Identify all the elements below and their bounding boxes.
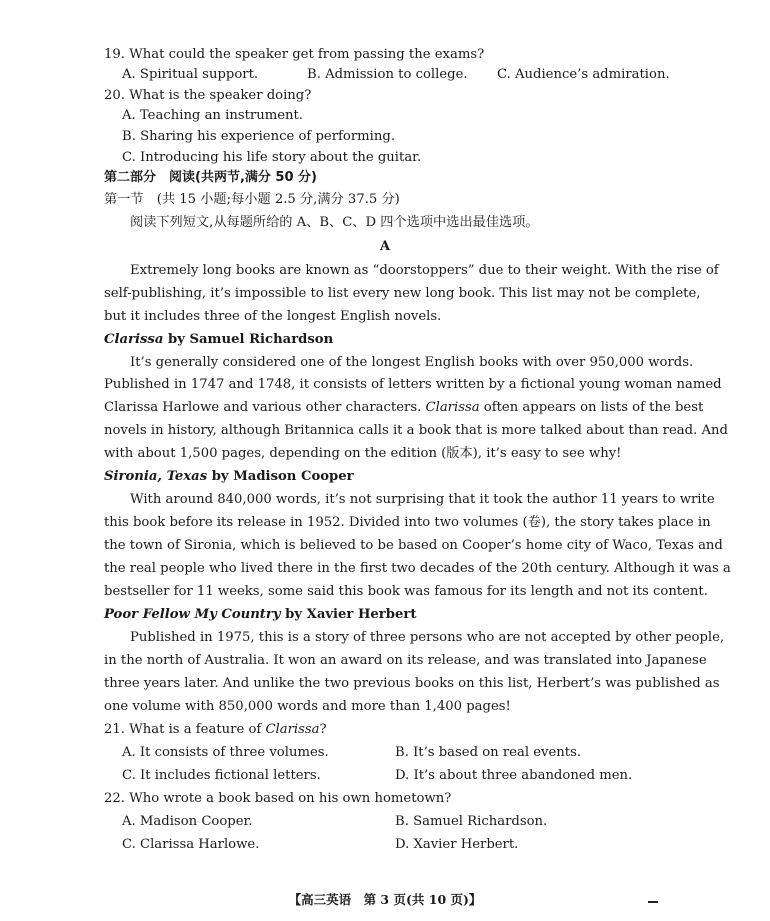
q20-option-b: B. Sharing his experience of performing. — [122, 129, 396, 144]
q21-stem-text: 21. What is a feature of — [104, 722, 266, 737]
book3-author: by Xavier Herbert — [280, 607, 417, 622]
q21-stem-italic: Clarissa — [265, 722, 320, 737]
book3-line-4: one volume with 850,000 words and more than 1,400 pages! — [104, 699, 511, 714]
passage-letter: A — [379, 239, 391, 254]
book2-line-5: bestseller for 11 weeks, some said this book was famous for its length and not its content. — [104, 584, 708, 599]
page-footer: 【高三英语 第 3 页(共 10 页)】 — [288, 892, 482, 907]
book2-line-4: the real people who lived there in the first two decades of the 20th century. Although it was a — [104, 561, 731, 576]
book3-line-1: Published in 1975, this is a story of three persons who are not accepted by other people, — [130, 630, 725, 645]
book2-title: Sironia, Texas — [104, 469, 208, 484]
book1-line-5: with about 1,500 pages, depending on the edition (版本), it’s easy to see why! — [104, 446, 622, 461]
book1-line-3-italic: Clarissa — [425, 400, 480, 415]
q21-option-c: C. It includes fictional letters. — [122, 768, 321, 783]
q19-stem: 19. What could the speaker get from passing the exams? — [104, 47, 485, 62]
q20-option-c: C. Introducing his life story about the guitar. — [122, 150, 422, 165]
q22-option-a: A. Madison Cooper. — [122, 814, 253, 829]
q22-option-c: C. Clarissa Harlowe. — [122, 837, 260, 852]
q19-option-c: C. Audience’s admiration. — [497, 67, 670, 82]
q20-stem: 20. What is the speaker doing? — [104, 88, 312, 103]
intro-line-3: but it includes three of the longest English novels. — [104, 309, 442, 324]
q19-option-b: B. Admission to college. — [307, 67, 468, 82]
q20-option-a: A. Teaching an instrument. — [122, 108, 303, 123]
intro-line-2: self-publishing, it’s impossible to list every new long book. This list may not be complete, — [104, 286, 701, 301]
book1-heading — [104, 331, 333, 349]
part2-title: 第二部分 阅读(共两节,满分 50 分) — [104, 170, 317, 185]
q19-option-a: A. Spiritual support. — [122, 67, 259, 82]
instruction: 阅读下列短文,从每题所给的 A、B、C、D 四个选项中选出最佳选项。 — [130, 215, 539, 230]
section1-title: 第一节 (共 15 小题;每小题 2.5 分,满分 37.5 分) — [104, 192, 400, 207]
book2-heading — [104, 468, 354, 486]
q22-option-b: B. Samuel Richardson. — [395, 814, 548, 829]
book1-author: by Samuel Richardson — [163, 332, 334, 347]
book2-line-3: the town of Sironia, which is believed to be based on Cooper’s home city of Waco, Texas and — [104, 538, 723, 553]
q21-stem-end: ? — [319, 722, 327, 737]
book3-line-2: in the north of Australia. It won an award on its release, and was translated into Japanese — [104, 653, 707, 668]
book1-line-3 — [104, 399, 703, 417]
q21-stem — [104, 721, 327, 739]
intro-line-1: Extremely long books are known as “doorstoppers” due to their weight. With the rise of — [130, 263, 719, 278]
q22-option-d: D. Xavier Herbert. — [395, 837, 519, 852]
book1-line-3a: Clarissa Harlowe and various other characters. — [104, 400, 422, 415]
book1-line-2: Published in 1747 and 1748, it consists of letters written by a fictional young woman named — [104, 377, 722, 392]
book1-line-3b: often appears on lists of the best — [479, 400, 704, 415]
book1-line-4: novels in history, although Britannica calls it a book that is more talked about than read. And — [104, 423, 728, 438]
corner-mark — [648, 901, 658, 903]
book2-line-2: this book before its release in 1952. Divided into two volumes (卷), the story takes place in — [104, 515, 711, 530]
book1-title: Clarissa — [104, 332, 164, 347]
book2-author: by Madison Cooper — [207, 469, 354, 484]
q21-option-b: B. It’s based on real events. — [395, 745, 582, 760]
book1-line-1: It’s generally considered one of the longest English books with over 950,000 words. — [130, 355, 694, 370]
q21-option-d: D. It’s about three abandoned men. — [395, 768, 633, 783]
q22-stem: 22. Who wrote a book based on his own hometown? — [104, 791, 452, 806]
book3-line-3: three years later. And unlike the two previous books on this list, Herbert’s was published as — [104, 676, 720, 691]
book3-heading — [104, 606, 416, 624]
book3-title: Poor Fellow My Country — [104, 607, 281, 622]
book2-line-1: With around 840,000 words, it’s not surprising that it took the author 11 years to write — [130, 492, 715, 507]
q21-option-a: A. It consists of three volumes. — [122, 745, 329, 760]
